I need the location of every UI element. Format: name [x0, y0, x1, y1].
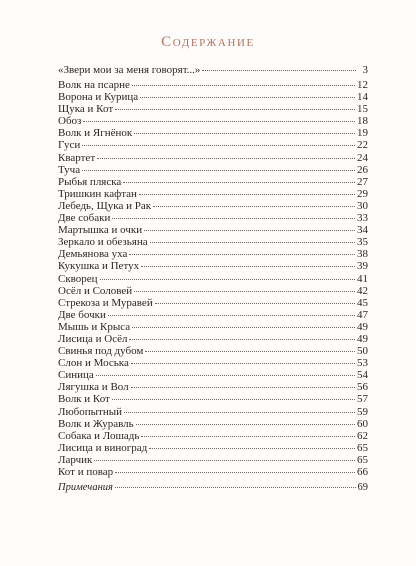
dot-leader: [131, 363, 355, 364]
toc-entry-title: Ларчик: [58, 453, 93, 466]
toc-entry-notes[interactable]: [58, 482, 368, 494]
dot-leader: [129, 339, 355, 340]
toc-entry-page-number: 27: [357, 175, 368, 188]
toc-entry-title: Примечания: [58, 482, 113, 494]
toc-entry-page-number: 39: [357, 260, 368, 273]
toc-entry[interactable]: [58, 212, 368, 224]
dot-leader: [202, 70, 356, 71]
toc-entry-title: Лисица и виноград: [58, 441, 148, 454]
toc-entry-title: Свинья под дубом: [58, 345, 144, 358]
dot-leader: [82, 170, 355, 171]
toc-entry-page-number: 57: [357, 393, 368, 406]
dot-leader: [83, 121, 355, 122]
toc-entry[interactable]: [58, 62, 368, 78]
toc-entry[interactable]: [58, 369, 368, 381]
dot-leader: [144, 230, 355, 231]
dot-leader: [134, 133, 355, 134]
dot-leader: [149, 448, 355, 449]
toc-entry-page-number: 3: [362, 64, 368, 76]
toc-entry-title: Лисица и Осёл: [58, 332, 128, 345]
dot-leader: [131, 387, 355, 388]
toc-entry-page-number: 42: [357, 284, 368, 297]
toc-entry[interactable]: [58, 466, 368, 478]
toc-entry-page-number: 24: [357, 151, 368, 164]
toc-entry[interactable]: [58, 248, 368, 260]
toc-entry-title: Ворона и Курица: [58, 91, 139, 104]
toc-entry[interactable]: [58, 152, 368, 164]
toc-entry-title: Лягушка и Вол: [58, 381, 129, 394]
toc-entry-page-number: 19: [357, 127, 368, 140]
toc-entry-page-number: 26: [357, 163, 368, 176]
toc-entry[interactable]: [58, 285, 368, 297]
toc-entry-title: Любопытный: [58, 405, 123, 418]
toc-entry-page-number: 22: [357, 139, 368, 152]
table-of-contents: [58, 62, 368, 494]
toc-entry-page-number: 29: [357, 187, 368, 200]
page-title: Содержание: [161, 34, 255, 50]
toc-entry-title: Обоз: [58, 115, 82, 128]
toc-entry-title: Синица: [58, 369, 94, 382]
dot-leader: [115, 472, 355, 473]
toc-entry-page-number: 65: [357, 453, 368, 466]
dot-leader: [136, 424, 355, 425]
dot-leader: [140, 97, 355, 98]
dot-leader: [94, 460, 355, 461]
toc-entry-title: Две собаки: [58, 212, 111, 225]
toc-entry[interactable]: [58, 345, 368, 357]
toc-entry-page-number: 38: [357, 248, 368, 261]
dot-leader: [129, 254, 355, 255]
toc-entry[interactable]: [58, 139, 368, 151]
toc-entry-title: Мышь и Крыса: [58, 320, 131, 333]
dot-leader: [132, 327, 355, 328]
toc-entry-page-number: 15: [357, 103, 368, 116]
toc-entry[interactable]: [58, 297, 368, 309]
toc-entry[interactable]: [58, 333, 368, 345]
dot-leader: [141, 266, 355, 267]
toc-entry-title: Тришкин кафтан: [58, 187, 137, 200]
toc-entry-title: Волк и Кот: [58, 393, 110, 406]
toc-entry-page-number: 49: [357, 332, 368, 345]
toc-entry-page-number: 18: [357, 115, 368, 128]
toc-entry-title: Гуси: [58, 139, 81, 152]
toc-entry[interactable]: [58, 321, 368, 333]
toc-entry-page-number: 53: [357, 357, 368, 370]
toc-entry-title: Осёл и Соловей: [58, 284, 133, 297]
toc-entry-page-number: 33: [357, 212, 368, 225]
dot-leader: [150, 242, 355, 243]
dot-leader: [96, 375, 355, 376]
toc-entry-title: Две бочки: [58, 308, 106, 321]
toc-entry[interactable]: [58, 127, 368, 139]
toc-entry-page-number: 35: [357, 236, 368, 249]
toc-entry[interactable]: [58, 273, 368, 285]
dot-leader: [100, 279, 355, 280]
toc-entry[interactable]: [58, 103, 368, 115]
toc-entry-page-number: 54: [357, 369, 368, 382]
dot-leader: [112, 218, 355, 219]
toc-entry-title: Собака и Лошадь: [58, 429, 140, 442]
toc-entry[interactable]: [58, 393, 368, 405]
toc-entry-title: Мартышка и очки: [58, 224, 143, 237]
toc-entry-page-number: 34: [357, 224, 368, 237]
toc-entry[interactable]: [58, 200, 368, 212]
toc-entry-page-number: 62: [357, 429, 368, 442]
toc-entry[interactable]: [58, 260, 368, 272]
toc-entry[interactable]: [58, 418, 368, 430]
toc-entry[interactable]: [58, 91, 368, 103]
toc-entry-page-number: 47: [357, 308, 368, 321]
toc-entry-title: Рыбья пляска: [58, 175, 122, 188]
toc-entry-title: Демьянова уха: [58, 248, 128, 261]
toc-entry-title: Зеркало и обезьяна: [58, 236, 148, 249]
toc-entry-page-number: 45: [357, 296, 368, 309]
toc-entry[interactable]: [58, 381, 368, 393]
dot-leader: [112, 399, 355, 400]
toc-entry[interactable]: [58, 454, 368, 466]
dot-leader: [155, 303, 355, 304]
toc-entry[interactable]: [58, 188, 368, 200]
toc-entry-title: Волк и Ягнёнок: [58, 127, 133, 140]
toc-entry[interactable]: [58, 115, 368, 127]
dot-leader: [132, 85, 355, 86]
toc-entry-title: Лебедь, Щука и Рак: [58, 199, 152, 212]
toc-entry[interactable]: [58, 224, 368, 236]
toc-entry-title: Щука и Кот: [58, 103, 114, 116]
toc-entry-title: Туча: [58, 163, 81, 176]
toc-entry-title: Кукушка и Петух: [58, 260, 140, 273]
toc-entry-page-number: 50: [357, 345, 368, 358]
dot-leader: [115, 487, 356, 488]
toc-entry-title: Кот и повар: [58, 466, 114, 478]
toc-entry[interactable]: [58, 309, 368, 321]
toc-entry-title: Волк на псарне: [58, 79, 130, 91]
toc-entry-title: «Звери мои за меня говорят...»: [58, 64, 201, 76]
toc-entry[interactable]: [58, 406, 368, 418]
toc-entry-title: Стрекоза и Муравей: [58, 296, 153, 309]
dot-leader: [115, 109, 355, 110]
dot-leader: [134, 291, 355, 292]
toc-entry[interactable]: [58, 357, 368, 369]
dot-leader: [145, 351, 355, 352]
toc-entry-title: Скворец: [58, 272, 98, 285]
dot-leader: [108, 315, 355, 316]
toc-entry-page-number: 59: [357, 405, 368, 418]
toc-entry[interactable]: [58, 176, 368, 188]
toc-entry-title: Слон и Моська: [58, 357, 129, 370]
toc-entry[interactable]: [58, 442, 368, 454]
toc-entry-title: Квартет: [58, 151, 96, 164]
toc-entry-page-number: 65: [357, 441, 368, 454]
toc-entry[interactable]: [58, 430, 368, 442]
dot-leader: [153, 206, 355, 207]
toc-entry-page-number: 56: [357, 381, 368, 394]
dot-leader: [139, 194, 355, 195]
dot-leader: [141, 436, 355, 437]
toc-entry-page-number: 12: [357, 79, 368, 91]
toc-entry-page-number: 41: [357, 272, 368, 285]
dot-leader: [97, 158, 355, 159]
toc-entry-page-number: 66: [357, 466, 368, 478]
dot-leader: [82, 145, 355, 146]
dot-leader: [124, 412, 355, 413]
toc-entry-page-number: 60: [357, 417, 368, 430]
toc-entry-title: Волк и Журавль: [58, 417, 134, 430]
toc-entry[interactable]: [58, 79, 368, 91]
dot-leader: [123, 182, 355, 183]
toc-entry-page-number: 14: [357, 91, 368, 104]
toc-entry[interactable]: [58, 164, 368, 176]
toc-entry-page-number: 30: [357, 199, 368, 212]
toc-entry-page-number: 69: [357, 482, 368, 494]
toc-entry-page-number: 49: [357, 320, 368, 333]
toc-entry[interactable]: [58, 236, 368, 248]
